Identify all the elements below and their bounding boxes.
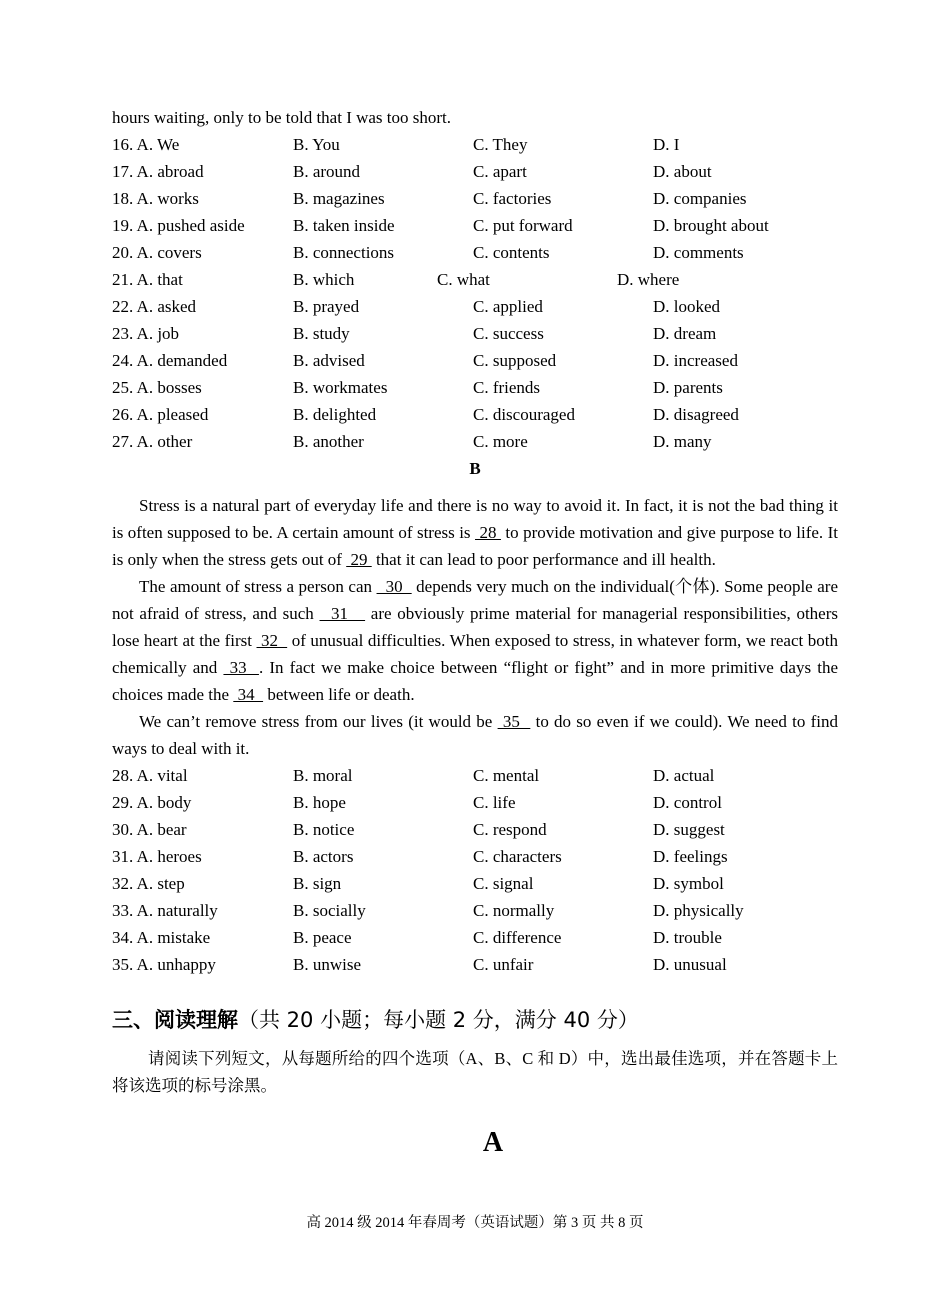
- option-d: D. many: [653, 432, 712, 451]
- question-option-row: [112, 131, 838, 158]
- option-a: 21. A. that: [112, 270, 183, 289]
- option-a: 27. A. other: [112, 432, 193, 451]
- option-b: B. You: [293, 135, 340, 154]
- option-b: B. actors: [293, 847, 354, 866]
- option-a: 28. A. vital: [112, 766, 188, 785]
- option-c: C. factories: [473, 189, 552, 208]
- option-b: B. notice: [293, 820, 355, 839]
- option-b: B. unwise: [293, 955, 361, 974]
- option-c: C. apart: [473, 162, 527, 181]
- option-d: D. where: [617, 270, 680, 289]
- blank-34: 34: [233, 685, 264, 704]
- option-a: 19. A. pushed aside: [112, 216, 245, 235]
- option-d: D. disagreed: [653, 405, 739, 424]
- question-option-row: [112, 843, 838, 870]
- option-b: B. peace: [293, 928, 352, 947]
- blank-31: 31: [319, 604, 366, 623]
- passage-b-paragraph-3: We can’t remove stress from our lives (it would be 35 to do so even if we could). We need to find ways to deal with it.: [112, 712, 839, 758]
- option-a: 29. A. body: [112, 793, 192, 812]
- option-a: 32. A. step: [112, 874, 185, 893]
- option-a: 24. A. demanded: [112, 351, 228, 370]
- option-d: D. looked: [653, 297, 721, 316]
- option-c: C. signal: [473, 874, 534, 893]
- option-c: C. characters: [473, 847, 562, 866]
- option-d: D. dream: [653, 324, 717, 343]
- option-c: C. unfair: [473, 955, 534, 974]
- question-option-row: [112, 897, 838, 924]
- option-c: C. normally: [473, 901, 555, 920]
- option-a: 22. A. asked: [112, 297, 197, 316]
- option-c: C. They: [473, 135, 528, 154]
- option-c: C. mental: [473, 766, 540, 785]
- option-d: D. unusual: [653, 955, 727, 974]
- option-a: 31. A. heroes: [112, 847, 202, 866]
- option-b: B. socially: [293, 901, 366, 920]
- option-a: 30. A. bear: [112, 820, 187, 839]
- option-a: 16. A. We: [112, 135, 180, 154]
- question-option-row: [112, 266, 838, 293]
- option-c: C. what: [437, 270, 490, 289]
- option-d: D. actual: [653, 766, 715, 785]
- section-b-options: [112, 762, 838, 978]
- option-c: C. applied: [473, 297, 543, 316]
- blank-28: 28: [475, 523, 501, 542]
- question-option-row: [112, 762, 838, 789]
- option-d: D. suggest: [653, 820, 725, 839]
- option-d: D. physically: [653, 901, 744, 920]
- question-option-row: [112, 293, 838, 320]
- question-option-row: [112, 185, 838, 212]
- option-b: B. connections: [293, 243, 395, 262]
- option-d: D. increased: [653, 351, 738, 370]
- option-b: B. which: [293, 270, 355, 289]
- question-option-row: [112, 401, 838, 428]
- section-a-options: [112, 131, 838, 455]
- option-b: B. advised: [293, 351, 365, 370]
- option-c: C. more: [473, 432, 528, 451]
- option-c: C. discouraged: [473, 405, 575, 424]
- option-b: B. sign: [293, 874, 342, 893]
- page-footer: 高 2014 级 2014 年春周考（英语试题）第 3 页 共 8 页: [306, 1215, 644, 1231]
- option-a: 35. A. unhappy: [112, 955, 216, 974]
- option-b: B. prayed: [293, 297, 360, 316]
- option-c: C. contents: [473, 243, 550, 262]
- question-option-row: [112, 816, 838, 843]
- section-3-title: 三、阅读理解（共 20 小题；每小题 2 分，满分 40 分）: [112, 1008, 639, 1032]
- option-b: B. workmates: [293, 378, 388, 397]
- option-c: C. life: [473, 793, 516, 812]
- question-option-row: [112, 924, 838, 951]
- option-a: 18. A. works: [112, 189, 199, 208]
- question-option-row: [112, 951, 838, 978]
- option-d: D. symbol: [653, 874, 724, 893]
- option-a: 23. A. job: [112, 324, 180, 343]
- option-b: B. taken inside: [293, 216, 395, 235]
- exam-page: [112, 104, 838, 1156]
- option-c: C. put forward: [473, 216, 573, 235]
- option-a: 17. A. abroad: [112, 162, 204, 181]
- question-option-row: [112, 789, 838, 816]
- passage-a-heading: A: [482, 1127, 504, 1158]
- option-c: C. success: [473, 324, 544, 343]
- passage-b-paragraph-1: Stress is a natural part of everyday life and there is no way to avoid it. In fact, it is not the bad thing it is often supposed to be. A certain amount of stress is 28 to provide motivation and give purpose to life. It is only when the stress gets out of 29 that it can lead to poor performance and ill health.: [112, 496, 839, 569]
- intro-line: hours waiting, only to be told that I was too short.: [112, 108, 452, 127]
- option-c: C. difference: [473, 928, 562, 947]
- option-a: 20. A. covers: [112, 243, 202, 262]
- option-a: 25. A. bosses: [112, 378, 202, 397]
- option-b: B. around: [293, 162, 361, 181]
- blank-32: 32: [256, 631, 288, 650]
- option-b: B. delighted: [293, 405, 377, 424]
- section-3-instruction: 请阅读下列短文，从每题所给的四个选项（A、B、C 和 D）中，选出最佳选项，并在答题卡上将该选项的标号涂黑。: [112, 1049, 838, 1095]
- option-d: D. I: [653, 135, 680, 154]
- option-c: C. respond: [473, 820, 547, 839]
- option-b: B. another: [293, 432, 364, 451]
- option-d: D. feelings: [653, 847, 728, 866]
- option-b: B. moral: [293, 766, 353, 785]
- section-b-heading: B: [469, 459, 481, 478]
- option-d: D. comments: [653, 243, 744, 262]
- option-a: 26. A. pleased: [112, 405, 209, 424]
- option-d: D. about: [653, 162, 712, 181]
- option-d: D. trouble: [653, 928, 722, 947]
- blank-35: 35: [497, 712, 531, 731]
- question-option-row: [112, 158, 838, 185]
- question-option-row: [112, 347, 838, 374]
- question-option-row: [112, 320, 838, 347]
- blank-30: 30: [376, 577, 412, 596]
- option-a: 33. A. naturally: [112, 901, 218, 920]
- blank-29: 29: [346, 550, 372, 569]
- option-a: 34. A. mistake: [112, 928, 211, 947]
- passage-b-paragraph-2: The amount of stress a person can 30 depends very much on the individual(个体). Some people are not afraid of stress, and such 31 are obviously prime material for managerial responsibilities, others lose heart at the first 32 of unusual difficulties. When exposed to stress, in whatever form, we react both chemically and 33 . In fact we make choice between “flight or fight” and in more primitive days the choices made the 34 between life or death.: [112, 577, 839, 704]
- option-d: D. parents: [653, 378, 723, 397]
- option-c: C. friends: [473, 378, 541, 397]
- option-d: D. brought about: [653, 216, 769, 235]
- question-option-row: [112, 428, 838, 455]
- question-option-row: [112, 870, 838, 897]
- question-option-row: [112, 374, 838, 401]
- option-b: B. study: [293, 324, 350, 343]
- option-b: B. hope: [293, 793, 346, 812]
- option-b: B. magazines: [293, 189, 385, 208]
- option-d: D. companies: [653, 189, 747, 208]
- option-d: D. control: [653, 793, 722, 812]
- blank-33: 33: [223, 658, 259, 677]
- question-option-row: [112, 239, 838, 266]
- question-option-row: [112, 212, 838, 239]
- option-c: C. supposed: [473, 351, 557, 370]
